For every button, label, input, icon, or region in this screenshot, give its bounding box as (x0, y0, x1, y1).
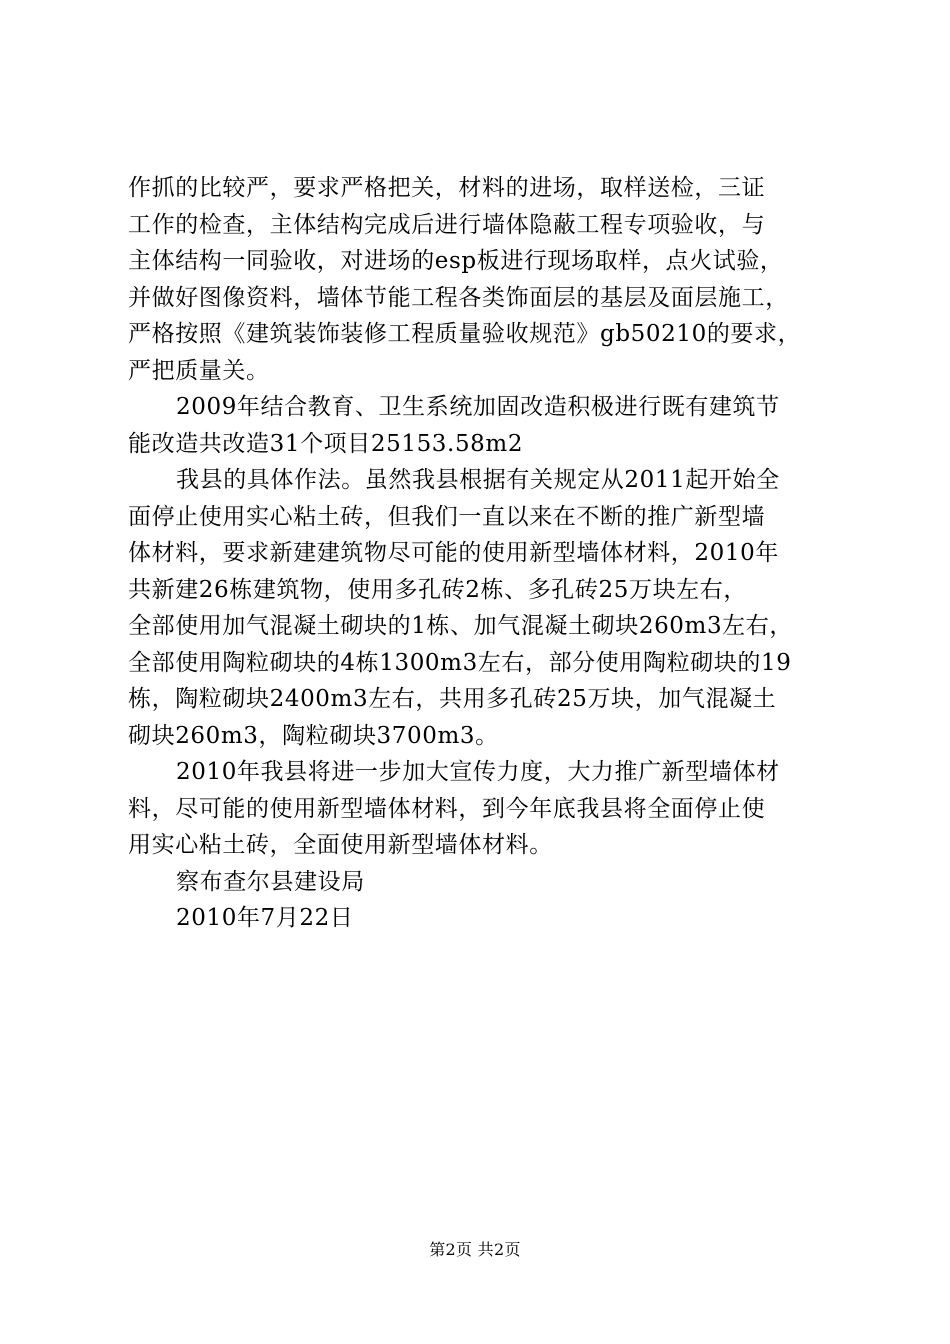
paragraph-start-line: 2009年结合教育、卫生系统加固改造积极进行既有建筑节 (176, 394, 780, 420)
page-number-footer: 第2页 共2页 (429, 1240, 521, 1259)
text-line: 栋，陶粒砌块2400m3左右，共用多孔砖25万块，加气混凝土 (128, 686, 777, 712)
text-line: 主体结构一同验收，对进场的esp板进行现场取样，点火试验， (128, 248, 784, 274)
text-line: 作抓的比较严，要求严格把关，材料的进场，取样送检，三证 (128, 175, 766, 201)
text-line: 全部使用陶粒砌块的4栋1300m3左右，部分使用陶粒砌块的19 (128, 649, 792, 676)
signature-date: 2010年7月22日 (176, 905, 354, 931)
paragraph-start-line: 2010年我县将进一步加大宣传力度，大力推广新型墙体材 (176, 759, 780, 785)
signature-organization: 察布查尔县建设局 (176, 868, 365, 895)
text-line: 砌块260m3，陶粒砌块3700m3。 (128, 722, 499, 749)
text-line: 能改造共改造31个项目25153.58m2 (128, 430, 524, 457)
text-line: 并做好图像资料，墙体节能工程各类饰面层的基层及面层施工， (128, 284, 789, 311)
text-line: 共新建26栋建筑物，使用多孔砖2栋、多孔砖25万块左右， (128, 576, 747, 603)
text-line: 料，尽可能的使用新型墙体材料，到今年底我县将全面停止使 (128, 795, 766, 822)
text-line: 用实心粘土砖，全面使用新型墙体材料。 (128, 832, 553, 858)
text-line: 工作的检查，主体结构完成后进行墙体隐蔽工程专项验收，与 (128, 211, 766, 238)
text-line: 面停止使用实心粘土砖，但我们一直以来在不断的推广新型墙 (128, 503, 766, 530)
paragraph-start-line: 我县的具体作法。虽然我县根据有关规定从2011起开始全 (176, 467, 780, 493)
text-line: 严把质量关。 (128, 357, 270, 384)
text-line: 体材料，要求新建建筑物尽可能的使用新型墙体材料，2010年 (128, 540, 779, 566)
document-body (128, 170, 838, 937)
text-line: 严格按照《建筑装饰装修工程质量验收规范》gb50210的要求， (128, 321, 802, 347)
text-line: 全部使用加气混凝土砌块的1栋、加气混凝土砌块260m3左右， (128, 613, 793, 639)
